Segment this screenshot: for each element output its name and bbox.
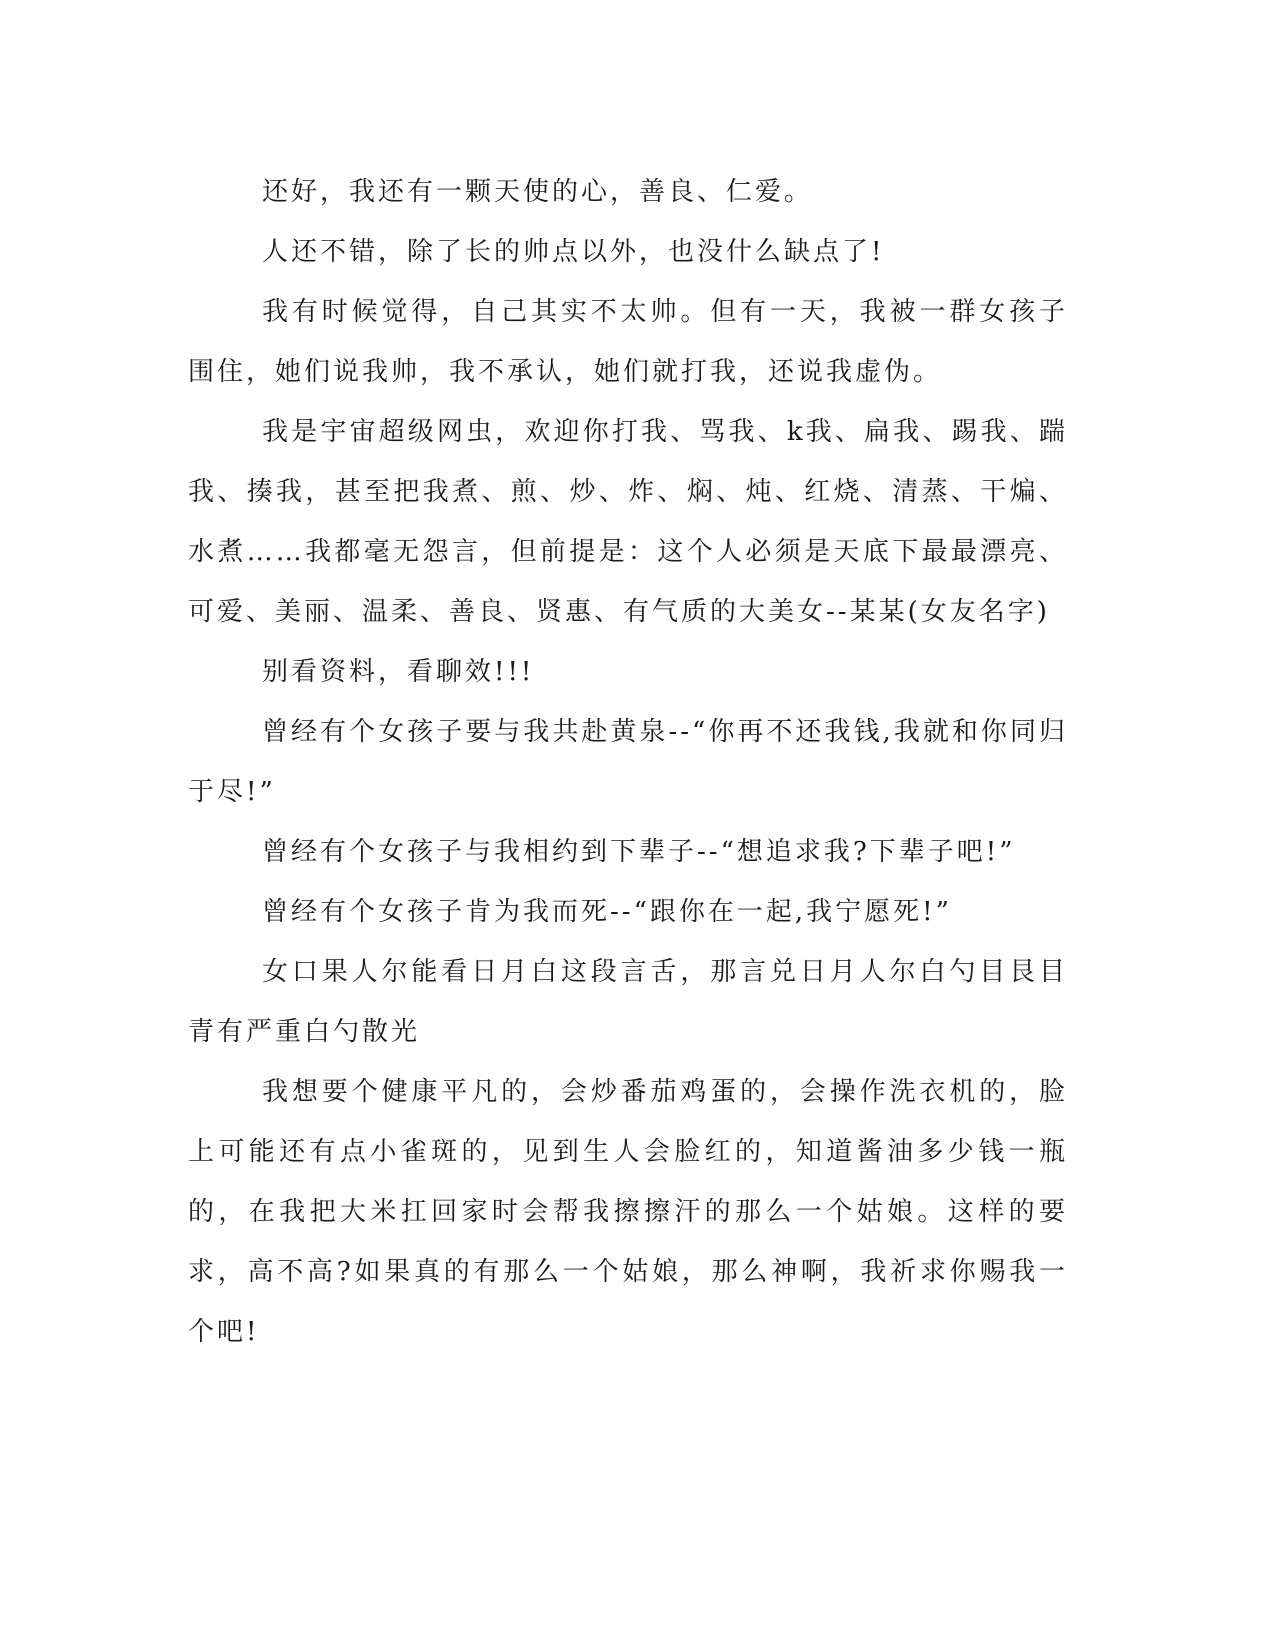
paragraph: 曾经有个女孩子肯为我而死--“跟你在一起,我宁愿死!” [262, 897, 952, 927]
document-body [188, 162, 1068, 1362]
paragraph: 曾经有个女孩子与我相约到下辈子--“想追求我?下辈子吧!” [262, 837, 1016, 867]
paragraph: 还好，我还有一颗天使的心，善良、仁爱。 [262, 177, 814, 207]
paragraph: 我有时候觉得，自己其实不太帅。但有一天，我被一群女孩子围住，她们说我帅，我不承认，她们就打我，还说我虚伪。 [188, 297, 1068, 387]
paragraph: 曾经有个女孩子要与我共赴黄泉--“你再不还我钱,我就和你同归于尽!” [188, 717, 1068, 807]
paragraph: 我想要个健康平凡的，会炒番茄鸡蛋的，会操作洗衣机的，脸上可能还有点小雀斑的，见到生人会脸红的，知道酱油多少钱一瓶的，在我把大米扛回家时会帮我擦擦汗的那么一个姑娘。这样的要求，高不高?如果真的有那么一个姑娘，那么神啊，我祈求你赐我一个吧! [188, 1077, 1068, 1347]
paragraph: 我是宇宙超级网虫，欢迎你打我、骂我、k我、扁我、踢我、踹我、揍我，甚至把我煮、煎、炒、炸、焖、炖、红烧、清蒸、干煸、水煮……我都毫无怨言，但前提是：这个人必须是天底下最最漂亮、可爱、美丽、温柔、善良、贤惠、有气质的大美女--某某(女友名字) [188, 417, 1068, 627]
paragraph: 女口果人尔能看日月白这段言舌，那言兑日月人尔白勺目艮目青有严重白勺散光 [188, 957, 1068, 1047]
paragraph: 别看资料，看聊效!!! [262, 657, 535, 687]
paragraph: 人还不错，除了长的帅点以外，也没什么缺点了! [262, 237, 885, 267]
